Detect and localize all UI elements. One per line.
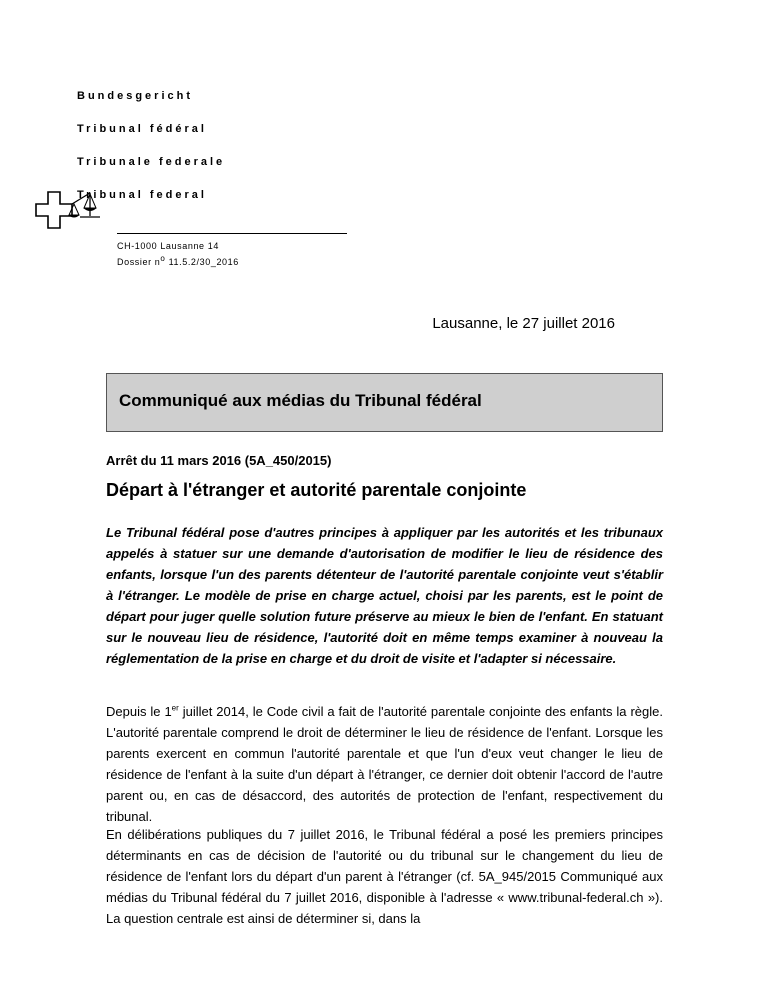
dossier-prefix: Dossier n [117, 257, 161, 267]
paragraph-1-start: Depuis le 1 [106, 704, 172, 719]
body-paragraph-1 [106, 701, 663, 827]
dossier-value: 11.5.2/30_2016 [165, 257, 239, 267]
address-block [117, 238, 239, 270]
court-name-rm: Tribunal federal [77, 189, 207, 201]
judgment-reference: Arrêt du 11 mars 2016 (5A_450/2015) [106, 453, 332, 468]
address-divider [117, 233, 347, 234]
paragraph-1-sup: er [171, 703, 179, 713]
swiss-cross-justice-scales-logo-icon [34, 190, 106, 236]
place-date: Lausanne, le 27 juillet 2016 [432, 315, 615, 332]
dossier-sup: o [160, 254, 166, 263]
press-release-title: Communiqué aux médias du Tribunal fédéral [119, 391, 482, 410]
postal-address: CH-1000 Lausanne 14 [117, 241, 219, 251]
court-name-de: Bundesgericht [77, 90, 194, 102]
main-title: Départ à l'étranger et autorité parentale conjointe [106, 480, 527, 500]
lead-paragraph: Le Tribunal fédéral pose d'autres principes à appliquer par les autorités et les tribunaux appelés à statuer sur une demande d'autorisation de modifier le lieu de résidence des enfants, lorsque l'un des parents détenteur de l'autorité parentale conjointe veut s'établir à l'étranger. Le modèle de prise en charge actuel, choisi par les parents, est le point de départ pour juger quelle solution future préserve au mieux le bien de l'enfant. En statuant sur le nouveau lieu de résidence, l'autorité doit en même temps examiner à nouveau la réglementation de la prise en charge et du droit de visite et l'adapter si nécessaire. [106, 525, 663, 666]
court-name-fr: Tribunal fédéral [77, 123, 207, 135]
press-release-box [106, 373, 663, 432]
body-paragraph-2: En délibérations publiques du 7 juillet 2016, le Tribunal fédéral a posé les premiers principes déterminants en cas de décision de l'autorité ou du tribunal sur le changement du lieu de résidence de l'enfant lors du départ d'un parent à l'étranger (cf. 5A_945/2015 Communiqué aux médias du Tribunal fédéral du 7 juillet 2016, disponible à l'adresse « www.tribunal-federal.ch »). La question centrale est ainsi de déterminer si, dans la [106, 827, 663, 926]
court-name-it: Tribunale federale [77, 156, 226, 168]
paragraph-1-rest: juillet 2014, le Code civil a fait de l'autorité parentale conjointe des enfants la règle. L'autorité parentale comprend le droit de déterminer le lieu de résidence de l'enfant. Lorsque les parents exercent en commun l'autorité parentale et que l'un d'eux veut changer le lieu de résidence de l'enfant à la suite d'un départ à l'étranger, ce dernier doit obtenir l'accord de l'autre parent ou, en cas de désaccord, des autorités de protection de l'enfant, respectivement du tribunal. [106, 704, 663, 824]
dossier-number [117, 254, 239, 270]
